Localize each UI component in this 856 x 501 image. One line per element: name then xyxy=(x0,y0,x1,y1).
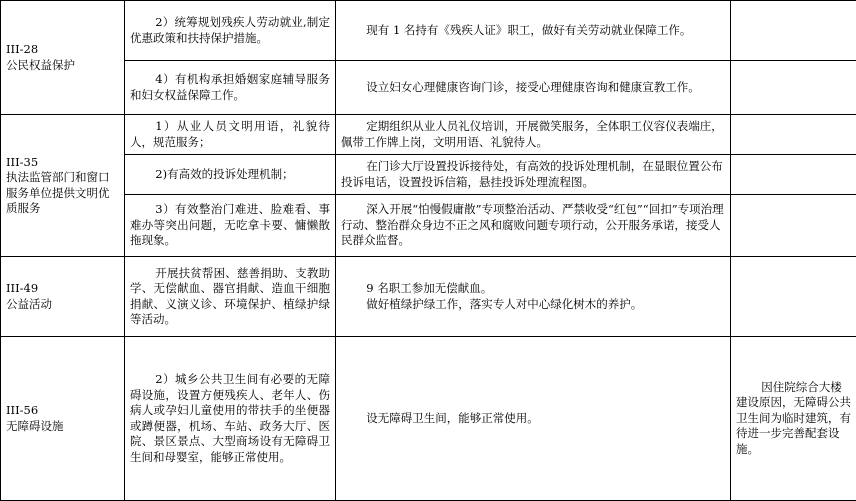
remark-cell xyxy=(731,257,856,337)
table-row xyxy=(1,1,856,61)
item-code-cell xyxy=(1,115,125,257)
item-title: 公益活动 xyxy=(6,297,52,311)
table-row xyxy=(1,115,856,155)
remark-cell: 因住院综合大楼建设原因，无障碍公共卫生间为临时建筑，有待进一步完善配套设施。 xyxy=(731,337,856,501)
item-title: 执法监管部门和窗口服务单位提供文明优质服务 xyxy=(6,170,110,215)
implementation-cell: 设立妇女心理健康咨询门诊，接受心理健康咨询和健康宣教工作。 xyxy=(336,61,731,115)
table-row xyxy=(1,337,856,501)
item-code-cell xyxy=(1,257,125,337)
implementation-cell xyxy=(336,257,731,337)
requirement-cell: 2）统筹规划残疾人劳动就业,制定优惠政策和扶持保护措施。 xyxy=(125,1,336,61)
item-code: III-28 xyxy=(6,42,119,58)
table-row xyxy=(1,257,856,337)
requirement-cell: 1）从业人员文明用语，礼貌待人，规范服务； xyxy=(125,115,336,155)
item-code-cell xyxy=(1,337,125,501)
requirement-cell: 3）有效整治门难进、脸难看、事难办等突出问题，无吃拿卡要、慵懒散拖现象。 xyxy=(125,195,336,257)
remark-cell xyxy=(731,1,856,61)
item-code-cell xyxy=(1,1,125,115)
requirement-cell: 2)有高效的投诉处理机制； xyxy=(125,155,336,195)
item-title: 公民权益保护 xyxy=(6,58,75,72)
requirement-cell: 4）有机构承担婚姻家庭辅导服务和妇女权益保障工作。 xyxy=(125,61,336,115)
requirement-cell: 2）城乡公共卫生间有必要的无障碍设施，设置方便残疾人、老年人、伤病人或孕妇儿童使用的带扶手的坐便器或蹲便器，机场、车站、政务大厅、医院、景区景点、大型商场设有无障碍卫生间和母婴室，能够正常使用。 xyxy=(125,337,336,501)
implementation-cell: 设无障碍卫生间，能够正常使用。 xyxy=(336,337,731,501)
implementation-cell: 定期组织从业人员礼仪培训，开展微笑服务，全体职工仪容仪表端庄，佩带工作牌上岗，文明用语、礼貌待人。 xyxy=(336,115,731,155)
implementation-cell: 现有 1 名持有《残疾人证》职工，做好有关劳动就业保障工作。 xyxy=(336,1,731,61)
implementation-line: 做好植绿护绿工作，落实专人对中心绿化树木的养护。 xyxy=(341,297,725,313)
item-code: III-56 xyxy=(6,403,119,419)
table-row xyxy=(1,195,856,257)
table-row xyxy=(1,155,856,195)
item-title: 无障碍设施 xyxy=(6,419,64,433)
remark-cell xyxy=(731,61,856,115)
item-code: III-35 xyxy=(6,155,119,171)
remark-cell xyxy=(731,195,856,257)
remark-cell xyxy=(731,115,856,155)
implementation-line: 9 名职工参加无偿献血。 xyxy=(341,281,725,297)
requirement-cell: 开展扶贫帮困、慈善捐助、支教助学、无偿献血、器官捐献、造血干细胞捐献、义演义诊、环境保护、植绿护绿等活动。 xyxy=(125,257,336,337)
item-code: III-49 xyxy=(6,281,119,297)
implementation-cell: 深入开展“怕慢假庸散”专项整治活动、严禁收受“红包”“回扣”专项治理行动、整治群众身边不正之风和腐败问题专项行动，公开服务承诺，接受人民群众监督。 xyxy=(336,195,731,257)
implementation-cell: 在门诊大厅设置投诉接待处，有高效的投诉处理机制，在显眼位置公布投诉电话，设置投诉信箱，悬挂投诉处理流程图。 xyxy=(336,155,731,195)
remark-cell xyxy=(731,155,856,195)
table-row xyxy=(1,61,856,115)
